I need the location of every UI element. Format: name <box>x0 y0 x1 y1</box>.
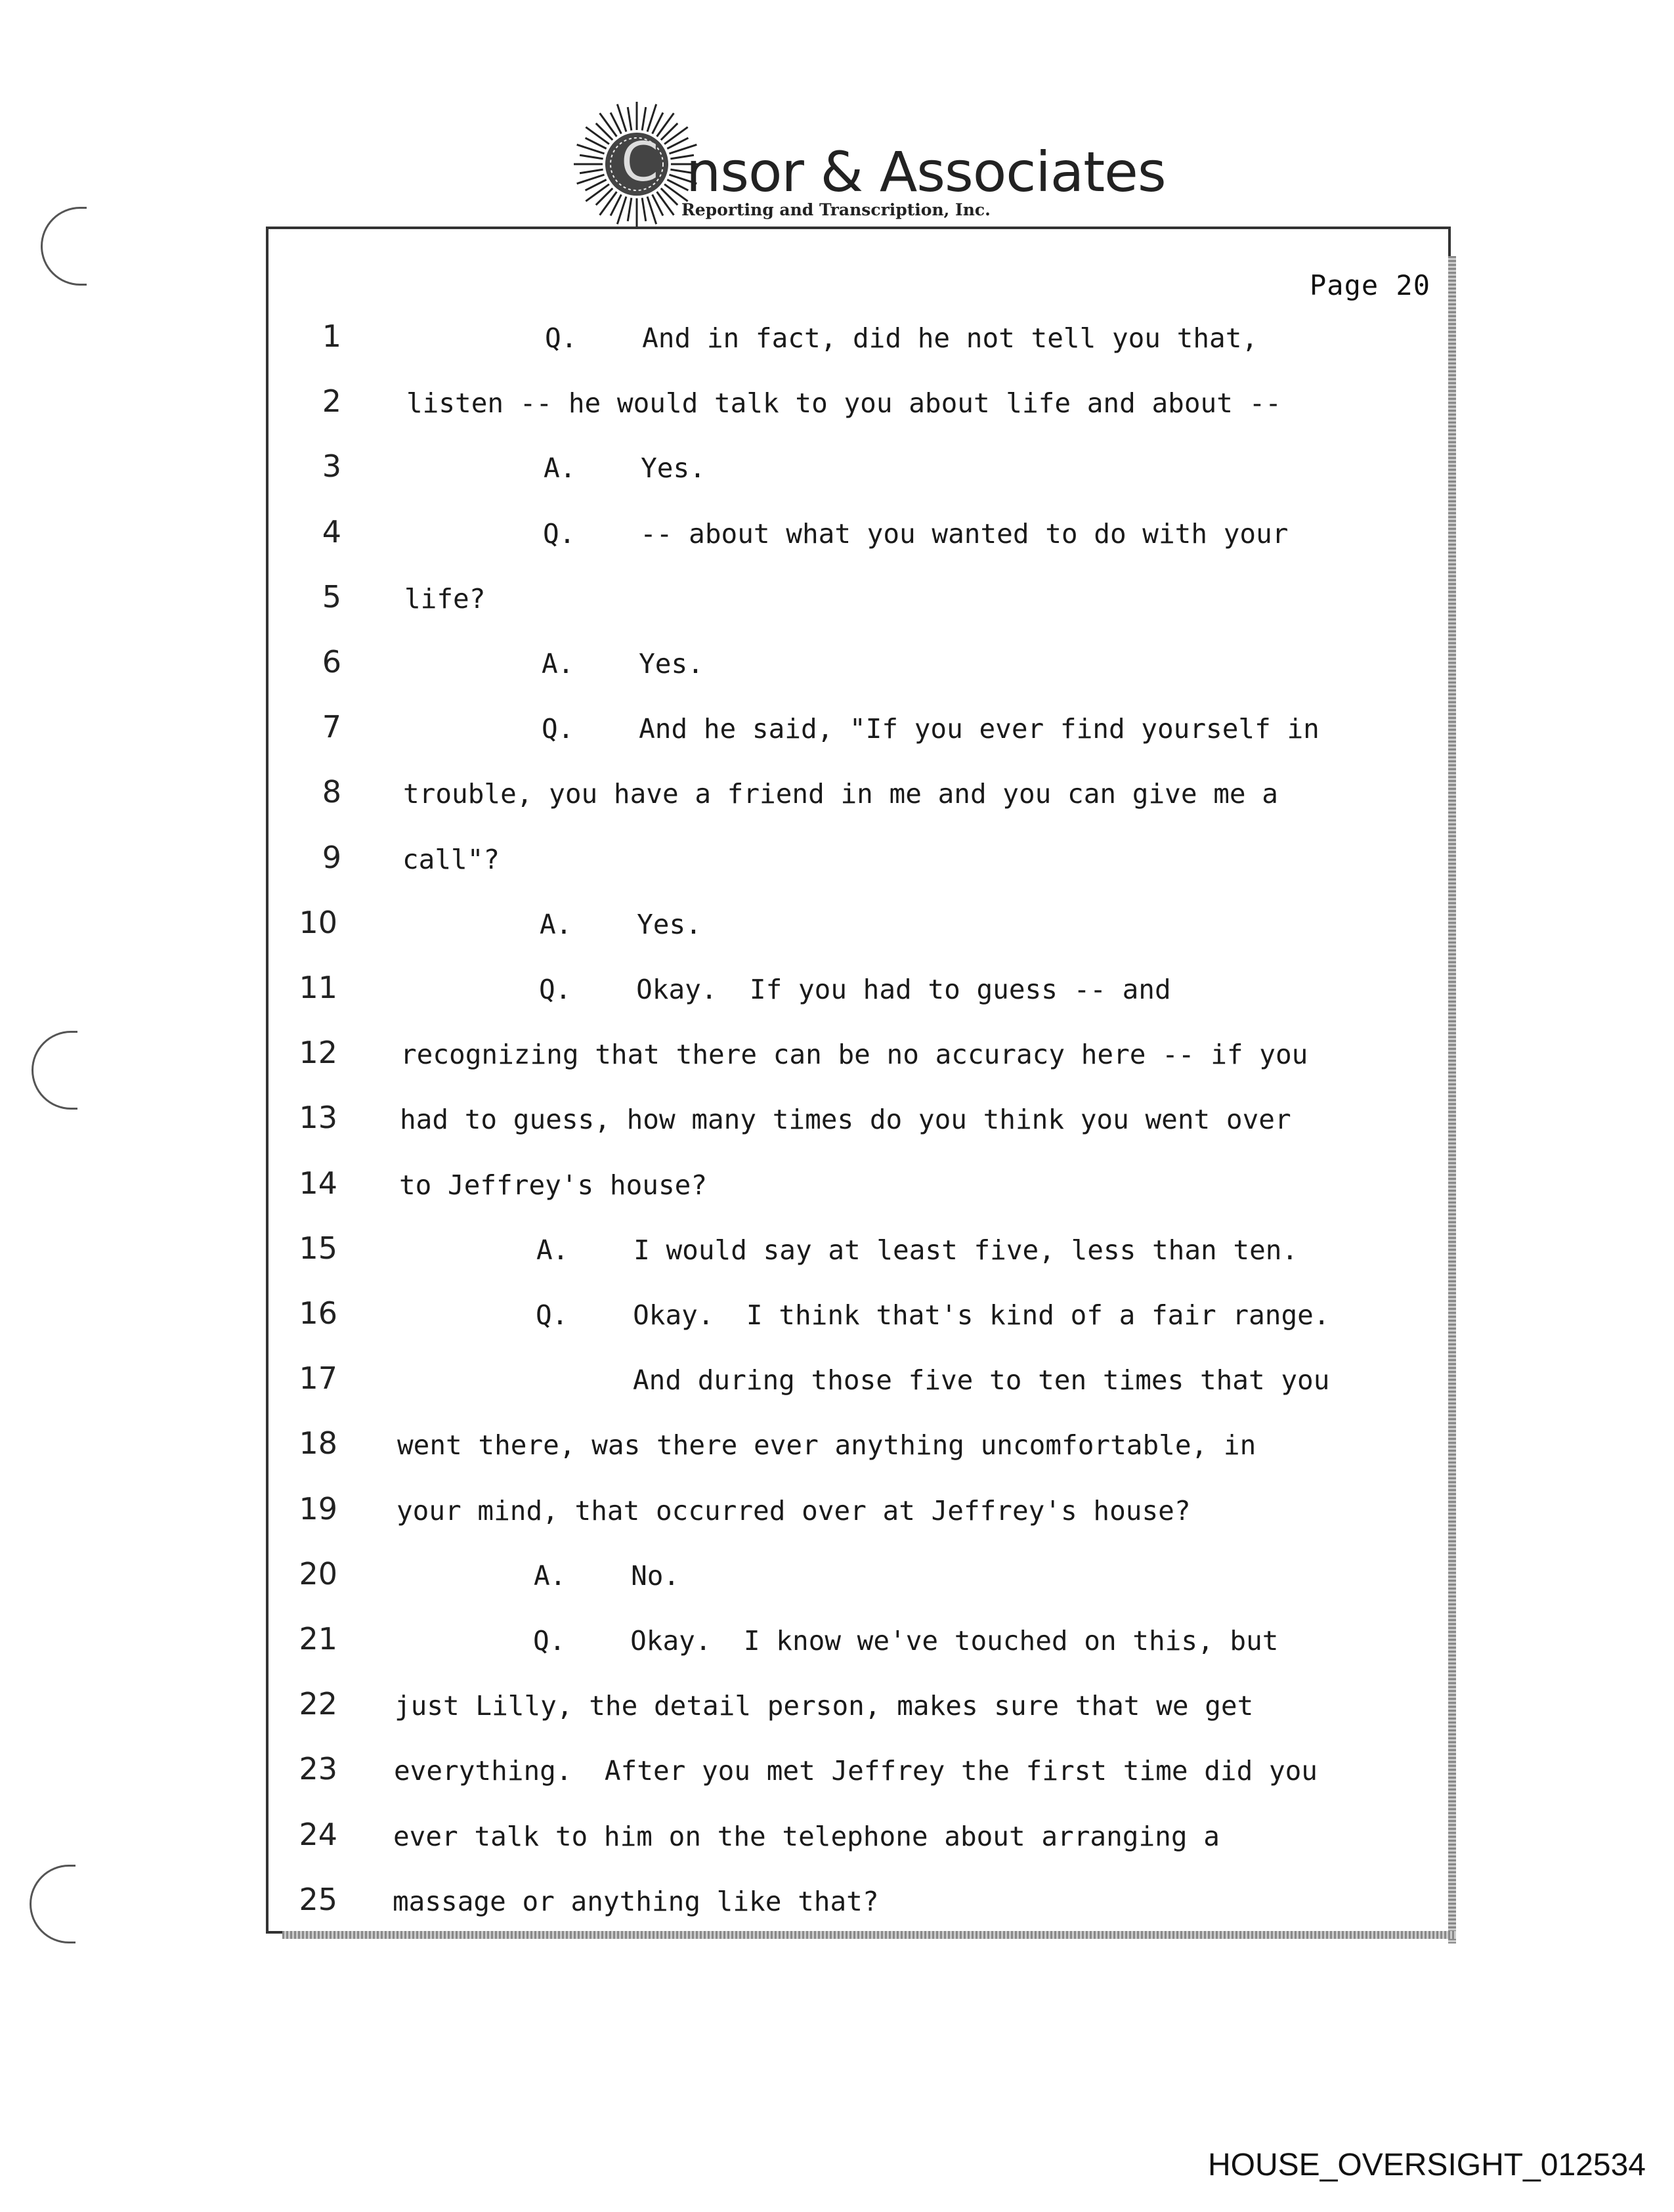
transcript-line: Q. Okay. If you had to guess -- and <box>539 974 1171 1005</box>
transcript-line: your mind, that occurred over at Jeffrey's house? <box>397 1494 1191 1527</box>
transcript-line: had to guess, how many times do you think you went over <box>400 1104 1291 1136</box>
transcript-line: A. Yes. <box>544 452 706 485</box>
line-number: 17 <box>299 1360 337 1397</box>
transcript-line: listen -- he would talk to you about life and about -- <box>406 387 1281 420</box>
transcript-line: A. No. <box>534 1559 680 1592</box>
page-number: Page 20 <box>1310 269 1431 301</box>
line-number: 4 <box>322 513 341 550</box>
line-number: 12 <box>299 1035 337 1071</box>
transcript-line: everything. After you met Jeffrey the first time did you <box>394 1755 1318 1787</box>
transcript-line: just Lilly, the detail person, makes sure that we get <box>395 1690 1254 1722</box>
transcript-line: A. I would say at least five, less than ten. <box>536 1234 1298 1266</box>
transcript-frame <box>266 227 1451 1934</box>
line-number: 5 <box>322 578 341 615</box>
frame-shadow <box>1448 256 1456 1943</box>
line-number: 18 <box>299 1425 337 1462</box>
transcript-line: went there, was there ever anything uncomfortable, in <box>397 1429 1256 1462</box>
line-number: 24 <box>299 1816 337 1852</box>
line-number: 1 <box>322 318 341 354</box>
line-number: 8 <box>322 774 341 810</box>
letterhead <box>565 102 1166 227</box>
frame-shadow <box>282 1931 1456 1939</box>
transcript-line: Q. -- about what you wanted to do with your <box>543 517 1289 550</box>
svg-text:C: C <box>621 131 659 194</box>
transcript-line: And during those five to ten times that you <box>633 1364 1330 1397</box>
line-number: 16 <box>299 1295 337 1331</box>
line-number: 9 <box>322 839 341 875</box>
transcript-line: ever talk to him on the telephone about arranging a <box>393 1820 1220 1852</box>
line-number: 10 <box>299 904 337 940</box>
line-number: 20 <box>299 1555 337 1592</box>
transcript-line: A. Yes. <box>542 648 704 680</box>
line-number: 3 <box>322 448 341 485</box>
transcript-line: life? <box>404 582 486 615</box>
transcript-line: Q. Okay. I think that's kind of a fair range. <box>536 1299 1330 1331</box>
bates-stamp: HOUSE_OVERSIGHT_012534 <box>1208 2148 1646 2182</box>
line-number: 25 <box>299 1881 337 1917</box>
firm-subtitle: Reporting and Transcription, Inc. <box>681 200 991 219</box>
line-number: 14 <box>299 1165 337 1201</box>
line-number: 11 <box>299 970 337 1005</box>
line-number: 2 <box>322 383 341 420</box>
transcript-line: A. Yes. <box>540 908 702 940</box>
transcript-line: call"? <box>402 843 500 875</box>
line-number: 13 <box>299 1100 337 1136</box>
transcript-line: recognizing that there can be no accuracy here -- if you <box>400 1039 1308 1071</box>
line-number: 22 <box>299 1686 337 1722</box>
transcript-line: Q. And in fact, did he not tell you that, <box>545 322 1258 354</box>
line-number: 6 <box>322 644 341 680</box>
line-number: 15 <box>299 1230 337 1266</box>
firm-name: nsor & Associates <box>686 140 1166 204</box>
transcript-line: massage or anything like that? <box>393 1885 879 1917</box>
transcript-line: Q. And he said, "If you ever find yourself in <box>542 713 1320 745</box>
binding-hole-middle <box>32 1031 77 1110</box>
line-number: 19 <box>299 1490 337 1527</box>
transcript-line: Q. Okay. I know we've touched on this, but <box>533 1625 1279 1657</box>
line-number: 23 <box>299 1751 337 1787</box>
binding-hole-top <box>41 207 87 286</box>
transcript-line: trouble, you have a friend in me and you can give me a <box>403 778 1278 810</box>
line-number: 7 <box>322 709 341 745</box>
line-number: 21 <box>299 1621 337 1657</box>
binding-hole-bottom <box>30 1865 75 1943</box>
transcript-line: to Jeffrey's house? <box>399 1169 707 1201</box>
